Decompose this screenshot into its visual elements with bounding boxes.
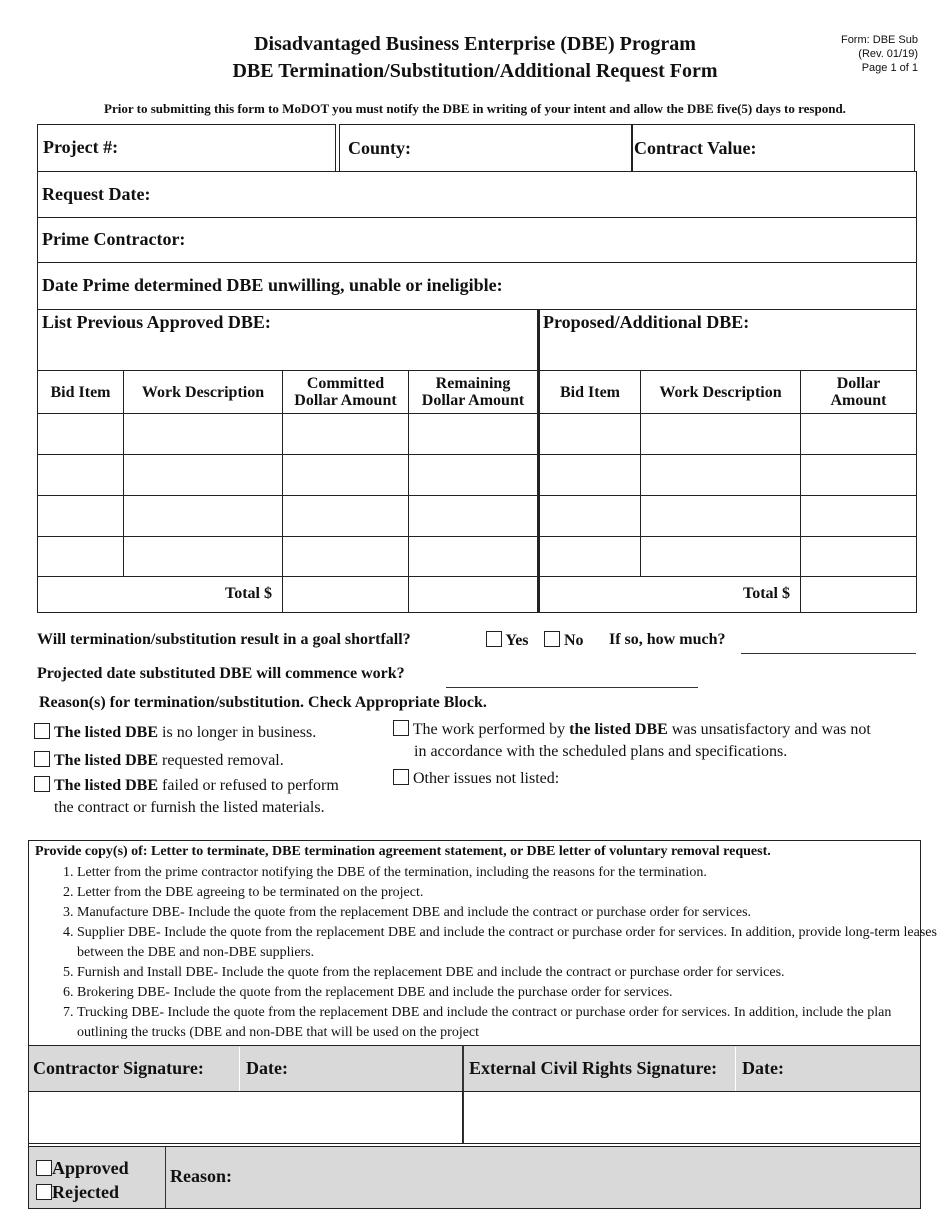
list-item: 1. Letter from the prime contractor notifying the DBE of the termination, including the reasons for the termination. xyxy=(77,863,937,883)
civil-rights-date-label: Date: xyxy=(742,1058,784,1078)
cell[interactable] xyxy=(37,536,124,577)
no-checkbox[interactable] xyxy=(544,631,560,647)
project-label: Project #: xyxy=(43,137,119,157)
yes-checkbox[interactable] xyxy=(486,631,502,647)
reason-bold: The listed DBE xyxy=(54,724,159,741)
cell[interactable] xyxy=(282,495,409,537)
cell[interactable] xyxy=(408,495,538,537)
cell[interactable] xyxy=(537,495,641,537)
reason-text: requested removal. xyxy=(158,752,284,769)
cell[interactable] xyxy=(37,454,124,496)
right-total-label-cell xyxy=(537,576,801,613)
cell[interactable] xyxy=(800,454,917,496)
list-item: 4. Supplier DBE- Include the quote from the replacement DBE and include the contract or purchase order for services. In addition, provide long-term leases between the DBE and non-DBE suppliers. xyxy=(77,923,937,963)
cell[interactable] xyxy=(537,413,641,455)
form-revision: (Rev. 01/19) xyxy=(858,48,918,60)
previous-dbe-title-cell xyxy=(37,309,538,371)
approved-checkbox[interactable] xyxy=(36,1160,52,1176)
cell[interactable] xyxy=(282,454,409,496)
copies-header: Provide copy(s) of: Letter to terminate, DBE termination agreement statement, or DBE letter of voluntary removal request. xyxy=(35,844,771,859)
no-label: No xyxy=(564,632,584,649)
how-much-label: If so, how much? xyxy=(609,631,726,648)
previous-dbe-title: List Previous Approved DBE: xyxy=(42,312,271,332)
project-field[interactable] xyxy=(37,124,336,172)
header-work-description-right: Work Description xyxy=(640,370,801,414)
header-dollar-amount: Dollar Amount xyxy=(800,370,917,414)
form-page: Page 1 of 1 xyxy=(861,62,918,74)
civil-rights-signature-field[interactable] xyxy=(462,1091,921,1144)
contractor-date-label: Date: xyxy=(246,1058,288,1078)
reason-bold: the listed DBE xyxy=(569,721,668,738)
rejected-option[interactable] xyxy=(36,1182,119,1203)
request-date-field[interactable] xyxy=(37,171,917,218)
form-title-line1: Disadvantaged Business Enterprise (DBE) Program xyxy=(254,33,696,55)
reasons-header: Reason(s) for termination/substitution. Check Appropriate Block. xyxy=(39,694,487,711)
dollar-total-cell[interactable] xyxy=(800,576,917,613)
remaining-total-cell[interactable] xyxy=(408,576,538,613)
cell[interactable] xyxy=(37,495,124,537)
list-item: 2. Letter from the DBE agreeing to be terminated on the project. xyxy=(77,883,937,903)
header-committed-amount: Committed Dollar Amount xyxy=(282,370,409,414)
cell[interactable] xyxy=(123,454,283,496)
reason-other[interactable] xyxy=(393,768,559,790)
yes-label: Yes xyxy=(505,632,529,649)
list-item: 3. Manufacture DBE- Include the quote from the replacement DBE and include the contract or purchase order for services. xyxy=(77,903,937,923)
reason-bold: The listed DBE xyxy=(54,752,159,769)
cell[interactable] xyxy=(800,413,917,455)
reason-checkbox[interactable] xyxy=(34,751,50,767)
date-determined-field[interactable] xyxy=(37,262,917,310)
contract-value-label: Contract Value: xyxy=(634,138,757,158)
right-total-label: Total $ xyxy=(743,585,790,602)
reason-requested-removal[interactable] xyxy=(34,750,284,772)
reason-checkbox[interactable] xyxy=(393,720,409,736)
cell[interactable] xyxy=(537,536,641,577)
reason-checkbox[interactable] xyxy=(34,776,50,792)
cell[interactable] xyxy=(640,495,801,537)
civil-rights-signature-label: External Civil Rights Signature: xyxy=(469,1058,718,1078)
cell[interactable] xyxy=(800,536,917,577)
header-remaining-amount: Remaining Dollar Amount xyxy=(408,370,538,414)
rejected-label: Rejected xyxy=(52,1182,119,1202)
cell[interactable] xyxy=(640,536,801,577)
reason-text: The work performed by xyxy=(412,721,570,738)
county-field[interactable] xyxy=(339,124,633,172)
reason-text: was unsatisfactory and was not xyxy=(667,721,871,738)
shortfall-question: Will termination/substitution result in a goal shortfall? xyxy=(37,631,411,648)
left-total-label-cell xyxy=(37,576,283,613)
reason-unsatisfactory-work[interactable] xyxy=(393,719,871,763)
date-determined-label: Date Prime determined DBE unwilling, unable or ineligible: xyxy=(42,275,503,295)
reason-checkbox[interactable] xyxy=(393,769,409,785)
divider xyxy=(165,1147,166,1208)
left-total-label: Total $ xyxy=(225,585,272,602)
shortfall-yes[interactable] xyxy=(486,631,529,650)
list-item: 5. Furnish and Install DBE- Include the quote from the replacement DBE and include the contract or purchase order for services. xyxy=(77,963,937,983)
notice-text: Prior to submitting this form to MoDOT you must notify the DBE in writing of your intent and allow the DBE five(5) days to respond. xyxy=(104,101,846,116)
proposed-dbe-title-cell xyxy=(537,309,917,371)
reason-label: Reason: xyxy=(170,1166,232,1186)
copies-list xyxy=(39,863,937,1043)
cell[interactable] xyxy=(123,536,283,577)
divider xyxy=(735,1047,736,1091)
cell[interactable] xyxy=(123,413,283,455)
reason-text: is no longer in business. xyxy=(158,724,317,741)
cell[interactable] xyxy=(282,413,409,455)
cell[interactable] xyxy=(640,413,801,455)
reason-bold: The listed DBE xyxy=(54,777,159,794)
shortfall-no[interactable] xyxy=(544,631,584,650)
reason-text-line2: the contract or furnish the listed materials. xyxy=(54,799,325,816)
cell[interactable] xyxy=(408,454,538,496)
form-info xyxy=(841,33,918,75)
cell[interactable] xyxy=(408,413,538,455)
how-much-input[interactable] xyxy=(741,653,916,654)
header-work-description-left: Work Description xyxy=(123,370,283,414)
committed-total-cell[interactable] xyxy=(282,576,409,613)
cell[interactable] xyxy=(537,454,641,496)
reason-text: Other issues not listed: xyxy=(413,770,560,787)
contract-value-field[interactable] xyxy=(631,124,915,172)
commence-date-input[interactable] xyxy=(446,687,698,688)
cell[interactable] xyxy=(123,495,283,537)
approval-row xyxy=(28,1146,921,1209)
form-title-line2: DBE Termination/Substitution/Additional Request Form xyxy=(232,60,718,82)
list-item: 6. Brokering DBE- Include the quote from the replacement DBE and include the purchase order for services. xyxy=(77,983,937,1003)
reason-checkbox[interactable] xyxy=(34,723,50,739)
county-label: County: xyxy=(348,138,412,158)
contractor-signature-label: Contractor Signature: xyxy=(33,1058,204,1078)
cell[interactable] xyxy=(282,536,409,577)
reason-no-longer-in-business[interactable] xyxy=(34,722,316,744)
prime-contractor-label: Prime Contractor: xyxy=(42,229,186,249)
approved-label: Approved xyxy=(52,1158,129,1178)
prime-contractor-field[interactable] xyxy=(37,217,917,263)
list-item: 7. Trucking DBE- Include the quote from the replacement DBE and include the contract or purchase order for services. In addition, include the plan outlining the trucks (DBE and non-DBE that will be used on the project xyxy=(77,1003,937,1043)
approved-option[interactable] xyxy=(36,1158,129,1179)
header-bid-item-left: Bid Item xyxy=(37,370,124,414)
header-bid-item-right: Bid Item xyxy=(537,370,641,414)
divider xyxy=(239,1047,240,1091)
proposed-dbe-title: Proposed/Additional DBE: xyxy=(543,312,750,332)
contractor-signature-field[interactable] xyxy=(28,1091,463,1144)
form-id: Form: DBE Sub xyxy=(840,34,918,46)
cell[interactable] xyxy=(640,454,801,496)
cell[interactable] xyxy=(408,536,538,577)
reason-text: failed or refused to perform xyxy=(158,777,339,794)
reason-text-line2: in accordance with the scheduled plans and specifications. xyxy=(414,743,788,760)
cell[interactable] xyxy=(800,495,917,537)
request-date-label: Request Date: xyxy=(42,184,151,204)
commence-question: Projected date substituted DBE will commence work? xyxy=(37,665,405,682)
cell[interactable] xyxy=(37,413,124,455)
rejected-checkbox[interactable] xyxy=(36,1184,52,1200)
reason-failed-to-perform[interactable] xyxy=(34,775,339,819)
